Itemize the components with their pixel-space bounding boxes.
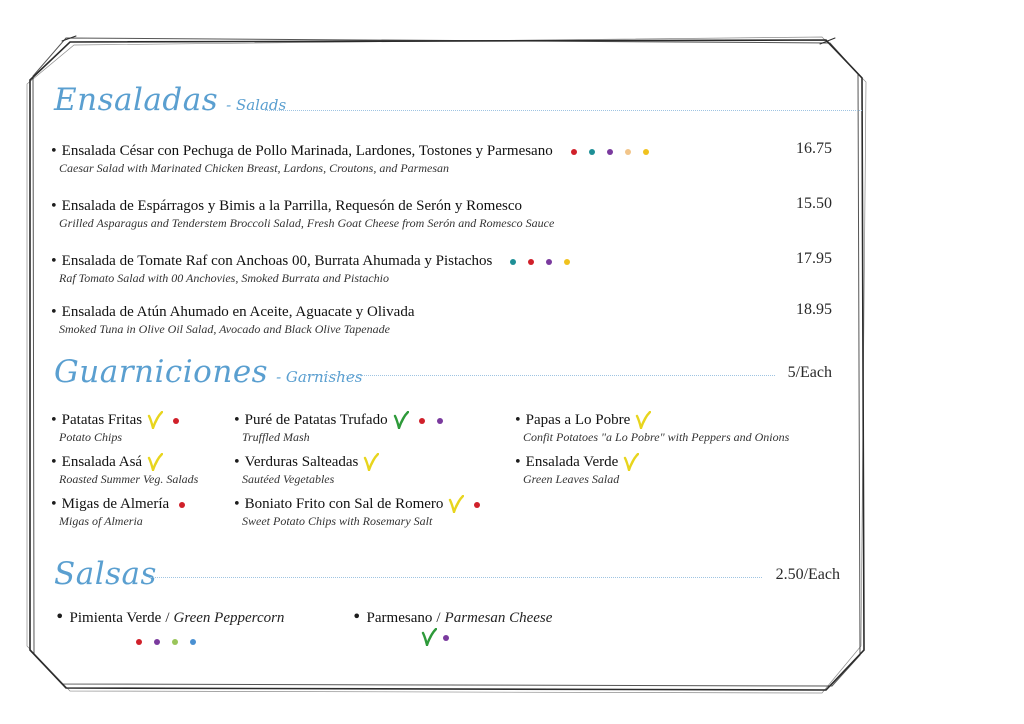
garnish-name-line — [50, 409, 185, 429]
allergen-dot-yellow — [643, 149, 649, 155]
salads-divider — [265, 110, 862, 111]
vegetarian-icon — [448, 495, 464, 513]
garnish-item — [50, 409, 185, 445]
salad-price: 17.95 — [796, 250, 832, 267]
allergen-dot-teal — [510, 259, 516, 265]
sauce-name: Parmesano — [366, 610, 433, 626]
allergen-dots — [468, 494, 486, 513]
sauce-separator: / — [436, 610, 441, 626]
allergen-dot-peach — [625, 149, 631, 155]
garnish-item — [233, 409, 449, 445]
bullet: • — [352, 607, 367, 626]
bullet: • — [514, 455, 522, 470]
garnish-name: Papas a Lo Pobre — [525, 412, 631, 428]
salad-name: Ensalada de Atún Ahumado en Aceite, Aguacate y Olivada — [61, 304, 415, 320]
salad-item — [50, 250, 576, 286]
sauce-allergens — [421, 626, 455, 646]
salad-item — [50, 140, 655, 176]
garnish-name-line — [514, 451, 639, 471]
salad-price: 16.75 — [796, 140, 832, 157]
garnish-description: Truffled Mash — [242, 430, 310, 444]
sauce-allergens — [130, 630, 202, 650]
allergen-dot-purple — [607, 149, 613, 155]
garnish-description: Potato Chips — [59, 430, 123, 444]
garnish-name-line — [514, 409, 789, 429]
salad-name-line — [50, 250, 576, 270]
bullet: • — [233, 497, 241, 512]
garnish-name: Patatas Fritas — [61, 412, 143, 428]
sauces-divider — [150, 577, 762, 578]
sauce-translation: Parmesan Cheese — [444, 610, 553, 626]
sauce-translation: Green Peppercorn — [173, 610, 285, 626]
garnish-item — [233, 451, 379, 487]
allergen-dot-red — [173, 418, 179, 424]
allergen-dot-red — [136, 639, 142, 645]
allergen-dot-purple — [443, 635, 449, 641]
garnish-name: Ensalada Verde — [525, 454, 619, 470]
sauces-price: 2.50/Each — [775, 566, 840, 583]
allergen-dot-purple — [437, 418, 443, 424]
allergen-dot-teal — [589, 149, 595, 155]
salad-name-line — [50, 301, 414, 321]
garnish-name-line — [233, 493, 486, 513]
bullet: • — [50, 455, 58, 470]
bullet: • — [55, 607, 70, 626]
bullet: • — [50, 305, 58, 320]
garnish-description: Confit Potatoes "a Lo Pobre" with Peppers and Onions — [523, 430, 790, 444]
salad-item — [50, 301, 414, 337]
garnish-name-line — [233, 409, 449, 429]
garnish-name-line — [50, 493, 191, 513]
sauce-item — [55, 607, 284, 627]
allergen-dots — [167, 410, 185, 429]
salad-description: Raf Tomato Salad with 00 Anchovies, Smoked Burrata and Pistachio — [59, 271, 389, 285]
garnishes-title: Guarniciones — [54, 354, 269, 390]
allergen-dot-red — [571, 149, 577, 155]
bullet: • — [233, 413, 241, 428]
allergen-dot-red — [179, 502, 185, 508]
allergen-dot-red — [419, 418, 425, 424]
garnish-description: Sweet Potato Chips with Rosemary Salt — [242, 514, 433, 528]
allergen-dot-yellow — [564, 259, 570, 265]
sauce-name: Pimienta Verde — [69, 610, 162, 626]
salad-description: Smoked Tuna in Olive Oil Salad, Avocado and Black Olive Tapenade — [59, 322, 390, 336]
sauces-title: Salsas — [54, 556, 157, 592]
garnish-description: Roasted Summer Veg. Salads — [59, 472, 199, 486]
vegetarian-icon — [147, 453, 163, 471]
garnishes-price: 5/Each — [787, 364, 832, 381]
garnish-name: Boniato Frito con Sal de Romero — [244, 496, 444, 512]
salads-title: Ensaladas — [54, 82, 219, 118]
bullet: • — [514, 413, 522, 428]
allergen-dots — [504, 251, 576, 270]
vegetarian-icon — [363, 453, 379, 471]
allergen-dots — [413, 410, 449, 429]
garnishes-divider — [305, 375, 775, 376]
garnishes-subtitle: - Garnishes — [276, 368, 363, 386]
bullet: • — [50, 497, 58, 512]
salads-subtitle: - Salads — [226, 96, 287, 114]
salad-price: 18.95 — [796, 301, 832, 318]
salads-heading — [54, 82, 286, 118]
sauce-item — [352, 607, 552, 627]
vegetarian-icon — [421, 628, 437, 646]
salad-price: 15.50 — [796, 195, 832, 212]
salad-description: Grilled Asparagus and Tenderstem Broccoli Salad, Fresh Goat Cheese from Serón and Romesco Sauce — [59, 216, 555, 230]
salad-name-line — [50, 195, 554, 215]
allergen-dot-purple — [154, 639, 160, 645]
salad-name: Ensalada César con Pechuga de Pollo Marinada, Lardones, Tostones y Parmesano — [61, 143, 553, 159]
garnish-description: Migas of Almeria — [59, 514, 143, 528]
allergen-dot-red — [528, 259, 534, 265]
garnish-item — [50, 451, 198, 487]
garnish-item — [50, 493, 191, 529]
allergen-dot-blue — [190, 639, 196, 645]
allergen-dots — [173, 494, 191, 513]
bullet: • — [233, 455, 241, 470]
garnish-description: Sautéed Vegetables — [242, 472, 335, 486]
salad-name-line — [50, 140, 655, 160]
vegetarian-icon — [393, 411, 409, 429]
garnish-name: Ensalada Asá — [61, 454, 143, 470]
salad-name: Ensalada de Tomate Raf con Anchoas 00, Burrata Ahumada y Pistachos — [61, 253, 493, 269]
allergen-dot-green — [172, 639, 178, 645]
salad-description: Caesar Salad with Marinated Chicken Breast, Lardons, Croutons, and Parmesan — [59, 161, 449, 175]
garnish-item — [233, 493, 486, 529]
garnishes-heading — [54, 354, 362, 390]
garnish-name: Verduras Salteadas — [244, 454, 359, 470]
allergen-dot-purple — [546, 259, 552, 265]
allergen-dots — [130, 631, 202, 650]
garnish-item — [514, 451, 639, 487]
salad-name: Ensalada de Espárragos y Bimis a la Parrilla, Requesón de Serón y Romesco — [61, 198, 522, 214]
allergen-dots — [565, 141, 655, 160]
garnish-name: Puré de Patatas Trufado — [244, 412, 388, 428]
garnish-name-line — [233, 451, 379, 471]
vegetarian-icon — [147, 411, 163, 429]
sauces-heading — [54, 556, 157, 592]
garnish-name: Migas de Almería — [61, 496, 170, 512]
salad-item — [50, 195, 554, 231]
bullet: • — [50, 413, 58, 428]
vegetarian-icon — [635, 411, 651, 429]
garnish-name-line — [50, 451, 198, 471]
bullet: • — [50, 144, 58, 159]
allergen-dot-red — [474, 502, 480, 508]
sauce-separator: / — [165, 610, 170, 626]
bullet: • — [50, 254, 58, 269]
vegetarian-icon — [623, 453, 639, 471]
garnish-item — [514, 409, 789, 445]
garnish-description: Green Leaves Salad — [523, 472, 620, 486]
allergen-dots — [437, 627, 455, 646]
bullet: • — [50, 199, 58, 214]
